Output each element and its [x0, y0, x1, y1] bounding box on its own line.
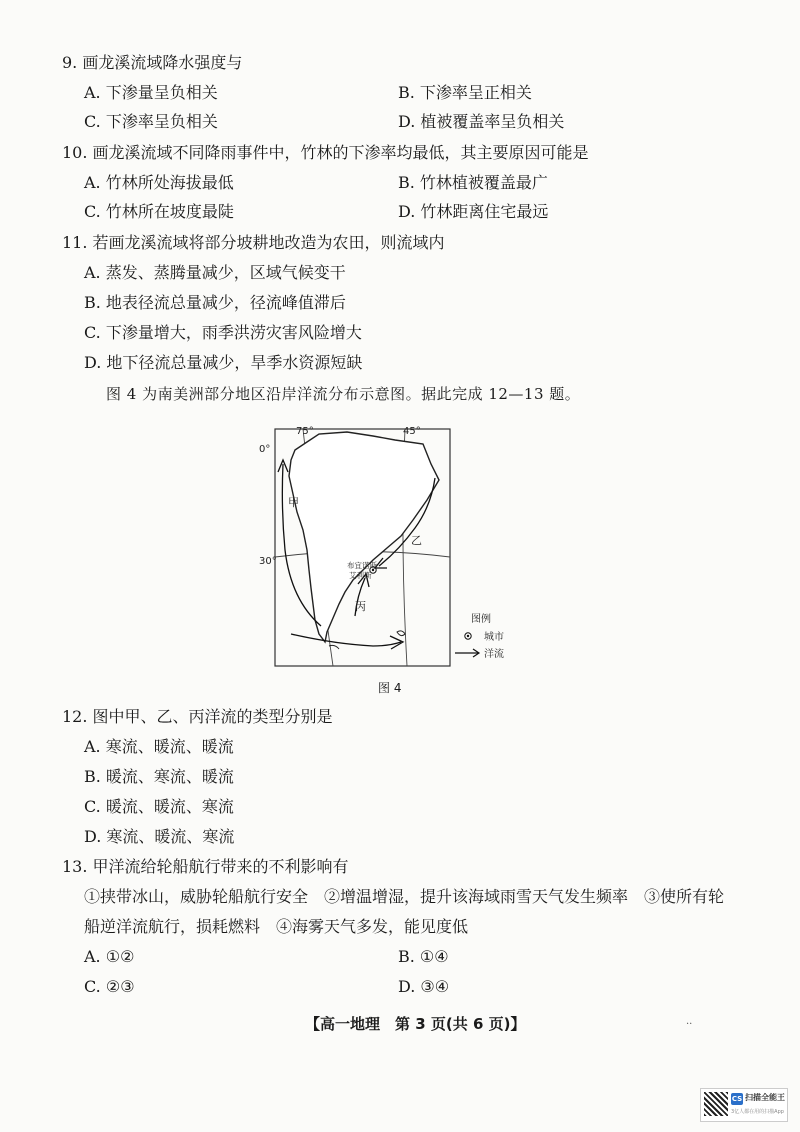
current-bing-label: 丙	[355, 600, 366, 613]
lon-45-label: 45°	[403, 426, 421, 437]
question-13-option-d: D. ③④	[398, 977, 450, 996]
question-13-statements-line1: ①挟带冰山，威胁轮船航行安全 ②增温增湿，提升该海域雨雪天气发生频率 ③使所有轮	[84, 887, 725, 906]
question-12-option-d: D. 寒流、暖流、寒流	[84, 827, 235, 846]
legend-title: 图例	[471, 614, 491, 625]
lat-0-label: 0°	[259, 444, 271, 455]
question-11-option-c: C. 下渗量增大，雨季洪涝灾害风险增大	[84, 323, 362, 342]
current-jia-label: 甲	[288, 496, 299, 509]
qr-code-icon	[704, 1092, 728, 1116]
question-12-stem: 12. 图中甲、乙、丙洋流的类型分别是	[62, 707, 333, 726]
question-11-stem: 11. 若画龙溪流域将部分坡耕地改造为农田，则流域内	[62, 233, 445, 252]
question-12-option-b: B. 暖流、寒流、暖流	[84, 767, 234, 786]
question-9-option-d: D. 植被覆盖率呈负相关	[398, 112, 565, 131]
lon-75-label: 75°	[296, 426, 314, 437]
watermark-subtitle: 3亿人都在用的扫描App	[731, 1109, 784, 1115]
question-10-stem: 10. 画龙溪流域不同降雨事件中，竹林的下渗率均最低，其主要原因可能是	[62, 143, 589, 162]
question-13-option-a: A. ①②	[84, 947, 135, 966]
question-10-option-d: D. 竹林距离住宅最远	[398, 202, 549, 221]
question-10-option-b: B. 竹林植被覆盖最广	[398, 173, 548, 192]
lat-30-label: 30°	[259, 556, 277, 567]
south-america-current-map	[255, 420, 555, 675]
question-9-option-a: A. 下渗量呈负相关	[84, 83, 218, 102]
question-9-option-c: C. 下渗率呈负相关	[84, 112, 218, 131]
cs-logo-icon: CS	[731, 1095, 743, 1103]
question-11-option-a: A. 蒸发、蒸腾量减少，区域气候变干	[84, 263, 346, 282]
question-12-option-a: A. 寒流、暖流、暖流	[84, 737, 234, 756]
legend-current-label: 洋流	[484, 649, 504, 660]
figure-intro: 图 4 为南美洲部分地区沿岸洋流分布示意图。据此完成 12—13 题。	[106, 385, 581, 403]
west-wind-drift-arrow	[390, 636, 403, 649]
scanner-watermark	[700, 1088, 788, 1122]
watermark-name: 扫描全能王	[745, 1093, 785, 1102]
question-13-option-c: C. ②③	[84, 977, 135, 996]
question-10-option-c: C. 竹林所在坡度最陡	[84, 202, 234, 221]
page-mark: ..	[686, 1016, 693, 1027]
city-name-line1: 布宜诺斯	[347, 561, 377, 570]
page-footer: 【高一地理 第 3 页(共 6 页)】	[305, 1015, 526, 1033]
figure-caption: 图 4	[378, 681, 402, 695]
city-name-line2: 艾利斯	[349, 571, 372, 580]
question-9-stem: 9. 画龙溪流域降水强度与	[62, 53, 243, 72]
question-10-option-a: A. 竹林所处海拔最低	[84, 173, 234, 192]
current-yi-label: 乙	[411, 534, 422, 547]
question-11-option-d: D. 地下径流总量减少，旱季水资源短缺	[84, 353, 363, 372]
question-13-statements-line2: 船逆洋流航行，损耗燃料 ④海雾天气多发，能见度低	[84, 917, 469, 936]
question-9-option-b: B. 下渗率呈正相关	[398, 83, 532, 102]
legend-city-label: 城市	[484, 632, 504, 643]
question-11-option-b: B. 地表径流总量减少，径流峰值滞后	[84, 293, 346, 312]
question-12-option-c: C. 暖流、暖流、寒流	[84, 797, 234, 816]
question-13-stem: 13. 甲洋流给轮船航行带来的不利影响有	[62, 857, 349, 876]
question-13-option-b: B. ①④	[398, 947, 449, 966]
